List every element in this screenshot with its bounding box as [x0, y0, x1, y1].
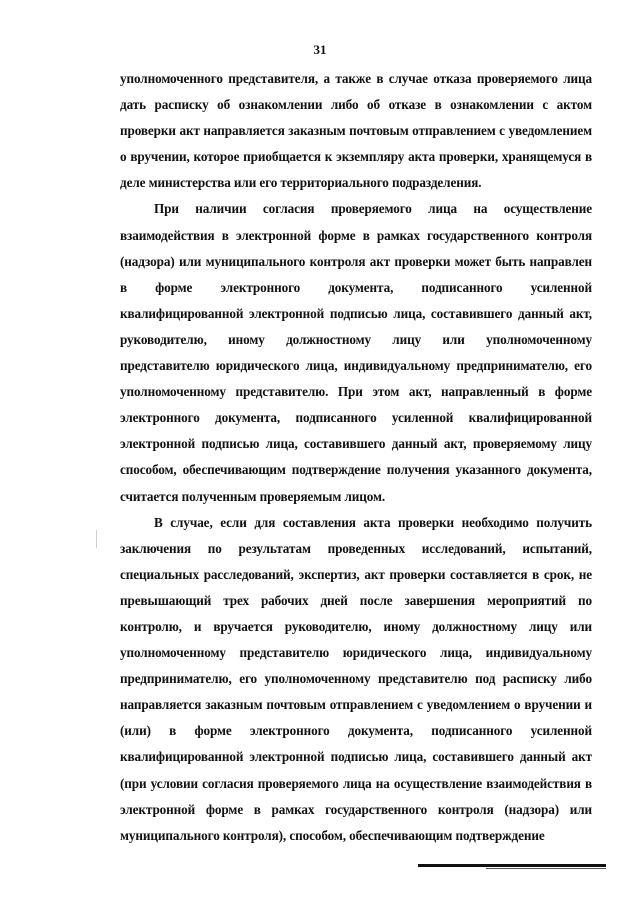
margin-mark: [96, 530, 97, 548]
document-body: [120, 66, 592, 849]
paragraph-continuation: уполномоченного представителя, а также в случае отказа проверяемого лица дать расписку об ознакомлении либо об отказе в ознакомлении с актом проверки акт направляется заказным почтовым отправлением с уведомлением о вручении, которое приобщается к экземпляру акта проверки, хранящемуся в деле министерства или его территориального подразделения.: [120, 71, 592, 191]
page-number: 31: [313, 42, 327, 57]
footer-rule-thin: [486, 868, 606, 869]
footer-rule: [418, 864, 606, 867]
paragraph-electronic-delivery: При наличии согласия проверяемого лица на осуществление взаимодействия в электронной форме в рамках государственного контроля (надзора) или муниципального контроля акт проверки может быть направлен в форме электронного документа, подписанного усиленной квалифицированной электронной подписью лица, составившего данный акт, руководителю, иному должностному лицу или уполномоченному представителю юридического лица, индивидуальному предпринимателю, его уполномоченному представителю. При этом акт, направленный в форме электронного документа, подписанного усиленной квалифицированной электронной подписью лица, составившего данный акт, проверяемому лицу способом, обеспечивающим подтверждение получения указанного документа, считается полученным проверяемым лицом.: [120, 201, 592, 504]
paragraph-expert-conclusions: В случае, если для составления акта проверки необходимо получить заключения по результатам проведенных исследований, испытаний, специальных расследований, экспертиз, акт проверки составляется в срок, не превышающий трех рабочих дней после завершения мероприятий по контролю, и вручается руководителю, иному должностному лицу или уполномоченному представителю юридического лица, индивидуальному предпринимателю, его уполномоченному представителю под расписку либо направляется заказным почтовым отправлением с уведомлением о вручении и (или) в форме электронного документа, подписанного усиленной квалифицированной электронной подписью лица, составившего данный акт (при условии согласия проверяемого лица на осуществление взаимодействия в электронной форме в рамках государственного контроля (надзора) или муниципального контроля), способом, обеспечивающим подтверждение: [120, 514, 592, 843]
